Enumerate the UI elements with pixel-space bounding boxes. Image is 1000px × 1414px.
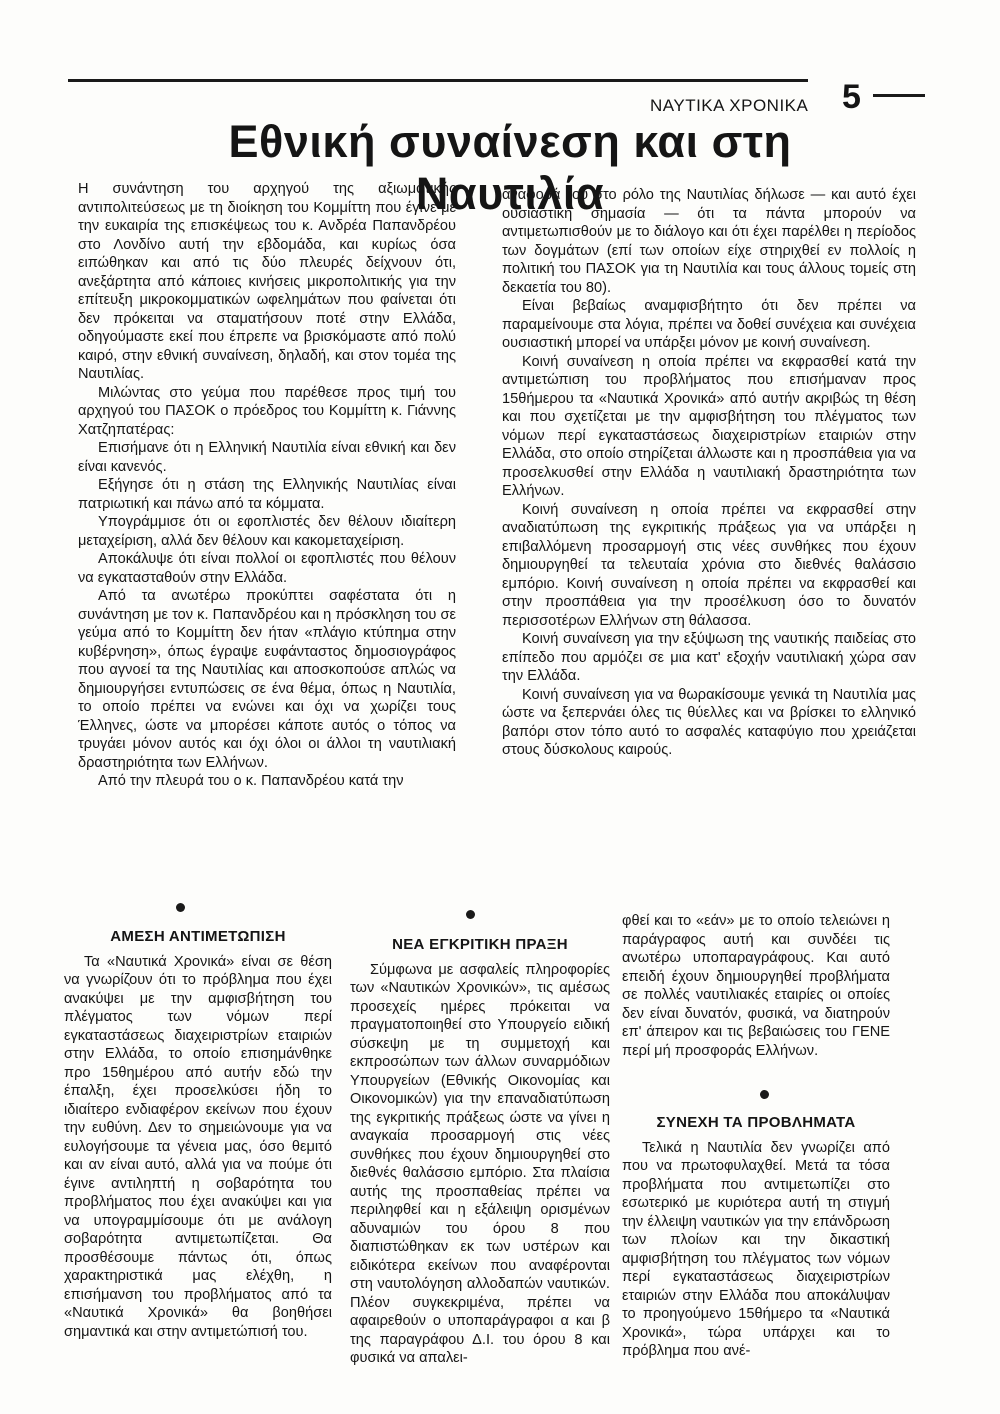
article-headline: Εθνική συναίνεση και στη Ναυτιλία xyxy=(228,116,792,219)
paragraph: Είναι βεβαίως αναμφισβήτητο ότι δεν πρέπει να παραμείνουμε στα λόγια, πρέπει να δοθεί συνέχεια και συνέχεια ουσιαστική μπορεί να υπάρξει μόνον με κοινή συναίνεση. xyxy=(502,298,916,351)
section-amesi xyxy=(64,928,332,1341)
paragraph: Κοινή συναίνεση για την εξύψωση της ναυτικής παιδείας στο επίπεδο που αρμόζει σε μια κατ' εξοχήν ναυτιλιακή χώρα σαν την Ελλάδα. xyxy=(502,631,916,684)
paragraph: Αποκάλυψε ότι είναι πολλοί οι εφοπλιστές που θέλουν να εγκατασταθούν στην Ελλάδα. xyxy=(78,551,456,586)
paragraph: Από τα ανωτέρω προκύπτει σαφέστατα ότι η συνάντηση με τον κ. Παπανδρέου και η πρόσκληση του σε γεύμα από το Κομμίττη δεν ήταν «πλάγιο κτύπημα στην κυβέρνηση», όπως έγραψε ευφάνταστος δημοσιογράφος που αγνοεί τα της Ναυτιλίας και αποσκοπούσε απλώς να δημιουργήσει εντυπώσεις σε ένα θέμα, όπως η Ναυτιλία, το οποίο πρέπει να ενώνει και όχι να χωρίζει τους Έλληνες, ώστε να μπορέσει κάποτε αυτός ο τόπος να τρυγάει μόνον αυτός και όχι όλοι οι άλλοι τη ναυτιλιακή δραστηριότητα των Ελλήνων. xyxy=(78,588,456,771)
section-heading: ΝΕΑ ΕΓΚΡΙΤΙΚΗ ΠΡΑΞΗ xyxy=(392,936,568,953)
section-text: Σύμφωνα με ασφαλείς πληροφορίες των «Ναυτικών Χρονικών», τις αμέσως προσεχείς ημέρες πρόκειται να πραγματοποιηθεί στο Υπουργείο ειδική σύσκεψη με τη συμμετοχή και εκπροσώπων των άλλων συναρμόδιων Υπουργείων (Εθνικής Οικονομίας και Οικονομικών) για την επαναδιατύπωση της εγκριτικής πράξεως ώστε να γίνει η αναγκαία προσαρμογή στις νέες συνθήκες που έχουν δημιουργηθεί στο διεθνές θαλάσσιο εμπόριο. Στα πλαίσια αυτής της προσπαθείας πρέπει να περιληφθεί και η εξάλειψη ορισμένων αδυναμιών του όρου 8 που διαπιστώθηκαν εκ των υστέρων και ειδικότερα εκείνων που αναφέρονται στη ναυτολόγηση αλλοδαπών ναυτικών. Πλέον συγκεκριμένα, πρέπει να αφαιρεθούν ο υποπαράγραφοι α και β της παραγράφου Δ.Ι. του όρου 8 και φυσικά να απαλει- xyxy=(350,961,610,1366)
section-text: Τελικά η Ναυτιλία δεν γνωρίζει από που να πρωτοφυλαχθεί. Μετά τα τόσα προβλήματα που αντιμετωπίζει στο εσωτερικό με κυριότερα αυτή τη στιγμή την έλλειψη ναυτικών για την επάνδρωση των πλοίων και την δικαστική αμφισβήτηση του πλέγματος των νόμων περί εγκαταστάσεως διαχειριστρίων εταιριών στην Ελλάδα που αποκάλυψαν το προηγούμενο 15θήμερο τα «Ναυτικά Χρονικά», τώρα υπάρχει και το πρόβλημα που ανέ- xyxy=(622,1139,890,1359)
section-heading: ΑΜΕΣΗ ΑΝΤΙΜΕΤΩΠΙΣΗ xyxy=(110,928,286,945)
article-left-column xyxy=(78,180,456,791)
section-heading: ΣΥΝΕΧΗ ΤΑ ΠΡΟΒΛΗΜΑΤΑ xyxy=(656,1114,856,1131)
section-bullet xyxy=(176,903,185,912)
paragraph: αναφορά του στο ρόλο της Ναυτιλίας δήλωσε — και αυτό έχει ουσιαστική σημασία — ότι τα πάντα μπορούν να αντιμετωπισθούν με το διάλογο και ότι έχει παρέλθει η περίοδος των δογμάτων (επί των οποίων είχε στηριχθεί εν πολλοίς η πολιτική του ΠΑΣΟΚ για τη Ναυτιλία και τους άλλους τομείς στη δεκαετία του 80). xyxy=(502,187,916,296)
paragraph: Υπογράμμισε ότι οι εφοπλιστές δεν θέλουν ιδιαίτερη μεταχείριση, αλλά δεν θέλουν και κακομεταχείριση. xyxy=(78,514,456,549)
section-text: φθεί και το «εάν» με το οποίο τελειώνει η παράγραφος αυτή και συνδέει τις ανωτέρω υποπαραγράφους. Και αυτό επειδή έχουν δημιουργηθεί προβλήματα σε πολλές ναυτιλιακές εταιρίες οι οποίες δεν είναι δυνατόν, φυσικά, να διατηρούν επ' άπειρον και τις βεβαιώσεις του ΓΕΝΕ περί μή προσφοράς Ελλήνων. xyxy=(622,913,890,1059)
section-bullet xyxy=(466,910,475,919)
paragraph: Εξήγησε ότι η στάση της Ελληνικής Ναυτιλίας είναι πατριωτική και πάνω από τα κόμματα. xyxy=(78,477,456,512)
paragraph: Από την πλευρά του ο κ. Παπανδρέου κατά την xyxy=(98,773,404,789)
article-right-column xyxy=(502,186,916,760)
paragraph: Επισήμανε ότι η Ελληνική Ναυτιλία είναι εθνική και δεν είναι κανενός. xyxy=(78,440,456,475)
paragraph: Κοινή συναίνεση η οποία πρέπει να εκφρασθεί κατά την αντιμετώπιση του προβλήματος που επισήμαναν προς 15θήμερου τα «Ναυτικά Χρονικά» από αυτήν ακριβώς τη θέση και που σχετίζεται με την αμφισβήτηση του πλέγματος των νόμων περί εγκαταστάσεως διαχειριστρίων εταιριών στην Ελλάδα, στο οποίο στηρίζεται άλλωστε και η προσπάθεια για να προσελκυσθεί στην Ελλάδα η ναυτιλιακή δραστηριότητα των Ελλήνων. xyxy=(502,353,916,499)
paragraph: Η συνάντηση του αρχηγού της αξιωματικής αντιπολιτεύσεως με τη διοίκηση του Κομμίττη που έγινε με την ευκαιρία της επισκέψεως του κ. Ανδρέα Παπανδρέου στο Λονδίνο αυτή την εβδομάδα, και κυρίως όσα ειπώθηκαν και από τις δύο πλευρές δείχνουν ότι, ανεξάρτητα από κάποιες κινήσεις μικροπολιτικής για την επίτευξη μικροκομματικών ωφελημάτων που φαίνεται ότι δεν πρόκειται να σταματήσουν ποτέ στην Ελλάδα, οδηγούμαστε εκεί που έπρεπε να βρισκόμαστε από πολύ καιρό, στην εθνική συναίνεση, δηλαδή, και στον τομέα της Ναυτιλίας. xyxy=(78,181,456,382)
publication-name: ΝΑΥΤΙΚΑ ΧΡΟΝΙΚΑ xyxy=(650,96,809,115)
paragraph: Μιλώντας στο γεύμα που παρέθεσε προς τιμή του αρχηγού του ΠΑΣΟΚ ο πρόεδρος του Κομμίττη κ. Γιάννης Χατζηπατέρας: xyxy=(78,384,456,438)
section-nea xyxy=(350,936,610,1368)
header-rule xyxy=(68,79,808,82)
page-number-rule xyxy=(873,94,925,97)
section-text: Τα «Ναυτικά Χρονικά» είναι σε θέση να γνωρίζουν ότι το πρόβλημα που έχει ανακύψει με την αμφισβήτηση του πλέγματος των νόμων περί εγκαταστάσεως διαχειριστρίων εταιριών στην Ελλάδα, το οποίο επισημάνθηκε προ 15θημέρου από αυτήν εδώ την έπαλξη, έχει προσελκύσει ήδη το ιδιαίτερο ενδιαφέρον εκείνων που έχουν την ευθύνη. Δεν το σημειώνουμε για να ευλογήσουμε τα γένεια μας, όσο θεμιτό και αν είναι αυτό, αλλά για να πούμε ότι έγινε αντιληπτή η σοβαρότητα του προβλήματος που έχει ανακύψει και για να υπογραμμίσουμε ότι με ανάλογη σοβαρότητα αντιμετωπίζεται. Θα προσθέσουμε πάντως ότι, όπως χαρακτηριστικά μας ελέχθη, η επισήμανση του προβλήματος από τα «Ναυτικά Χρονικά» θα βοηθήσει σημαντικά και στην αντιμετώπισή του. xyxy=(64,953,332,1340)
section-synexi xyxy=(622,1114,890,1361)
section-continuation xyxy=(622,912,890,1060)
section-bullet xyxy=(760,1090,769,1099)
paragraph: Κοινή συναίνεση για να θωρακίσουμε γενικά τη Ναυτιλία μας ώστε να ξεπερνάει όλες τις θύελλες και να βρίσκει το ελληνικό βαπόρι στον τόπο αυτό το ασφαλές καταφύγιο που χρειάζεται στους δύσκολους καιρούς. xyxy=(502,686,916,758)
page-number: 5 xyxy=(842,78,861,116)
paragraph: Κοινή συναίνεση η οποία πρέπει να εκφρασθεί στην αναδιατύπωση της εγκριτικής πράξεως για να υπάρξει η επιβαλλόμενη προσαρμογή στις νέες συνθήκες που έχουν δημιουργηθεί τα τελευταία χρόνια στο διεθνές θαλάσσιο εμπόριο. Κοινή συναίνεση η οποία πρέπει να εκφρασθεί και στην προσπάθεια για την προσέλκυση όσο το δυνατόν περισσοτέρων Ελλήνων στη θάλασσα. xyxy=(502,501,916,629)
